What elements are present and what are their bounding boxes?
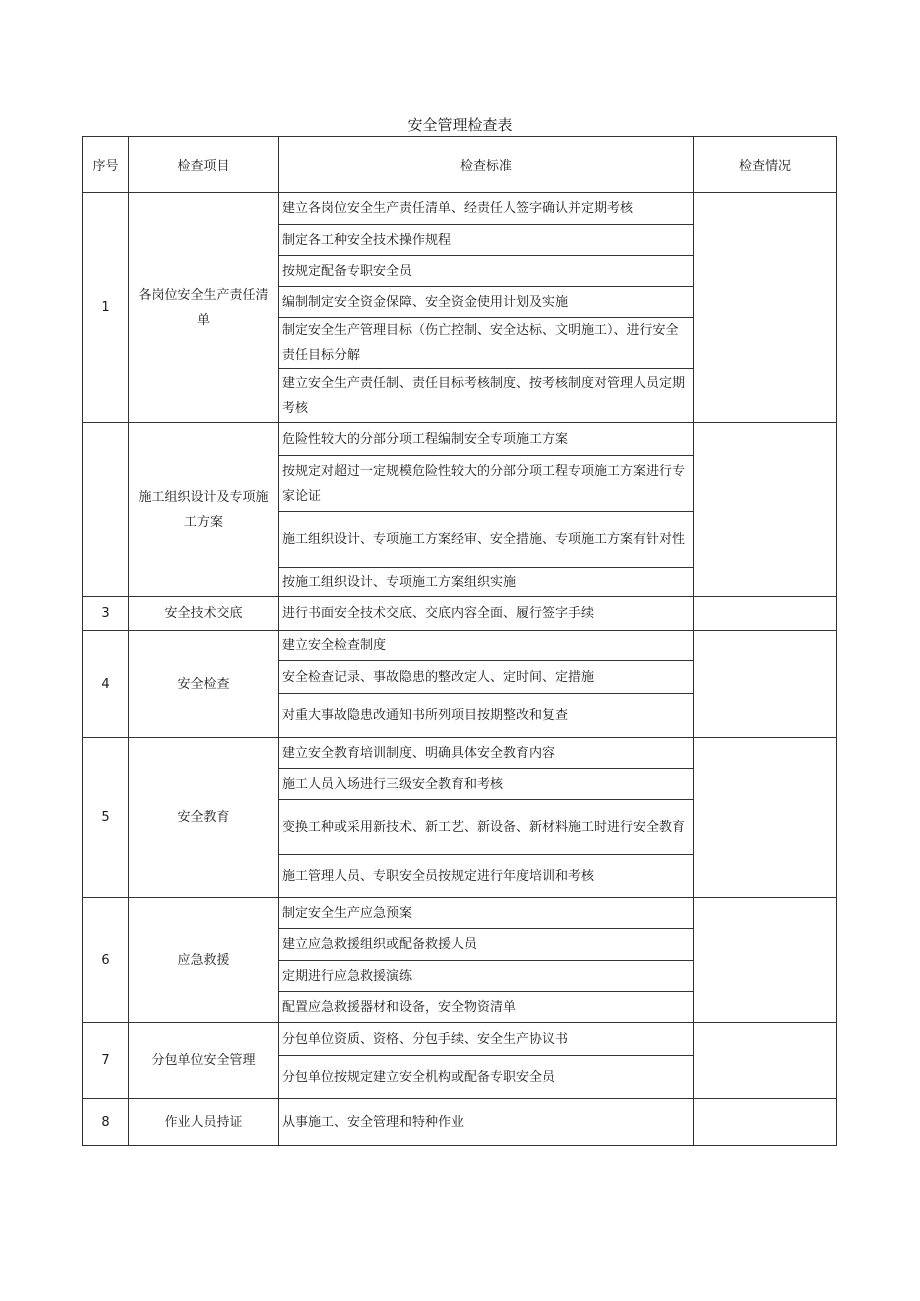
inspection-item: 作业人员持证: [129, 1099, 279, 1146]
inspection-standard: 变换工种或采用新技术、新工艺、新设备、新材料施工时进行安全教育: [279, 800, 694, 855]
row-number: 7: [83, 1023, 129, 1099]
inspection-standard: 按施工组织设计、专项施工方案组织实施: [279, 568, 694, 597]
header-result: 检查情况: [694, 137, 837, 193]
inspection-standard: 建立应急救援组织或配备救援人员: [279, 929, 694, 961]
inspection-standard: 建立各岗位安全生产责任清单、经责任人签字确认并定期考核: [279, 193, 694, 225]
inspection-standard: 配置应急救援器材和设备，安全物资清单: [279, 992, 694, 1023]
table-row: [83, 423, 837, 456]
row-number: 6: [83, 898, 129, 1023]
header-no: 序号: [83, 137, 129, 193]
inspection-standard: 按规定配备专职安全员: [279, 256, 694, 287]
inspection-standard: 编制制定安全资金保障、安全资金使用计划及实施: [279, 287, 694, 318]
row-number: 4: [83, 631, 129, 738]
table-row: [83, 1099, 837, 1146]
inspection-item: 施工组织设计及专项施工方案: [129, 423, 279, 597]
inspection-result-cell[interactable]: [694, 193, 837, 423]
inspection-standard: 按规定对超过一定规模危险性较大的分部分项工程专项施工方案进行专家论证: [279, 456, 694, 512]
inspection-standard: 施工人员入场进行三级安全教育和考核: [279, 769, 694, 800]
inspection-standard: 对重大事故隐患改通知书所列项目按期整改和复查: [279, 694, 694, 738]
inspection-standard: 分包单位按规定建立安全机构或配备专职安全员: [279, 1056, 694, 1099]
inspection-result-cell[interactable]: [694, 898, 837, 1023]
inspection-item: 安全检查: [129, 631, 279, 738]
inspection-result-cell[interactable]: [694, 738, 837, 898]
row-number: [83, 423, 129, 597]
inspection-table: [82, 136, 837, 1146]
table-row: [83, 631, 837, 661]
inspection-item: 应急救援: [129, 898, 279, 1023]
inspection-standard: 制定安全生产应急预案: [279, 898, 694, 929]
inspection-result-cell[interactable]: [694, 1023, 837, 1099]
inspection-standard: 制定安全生产管理目标（伤亡控制、安全达标、文明施工）、进行安全责任目标分解: [279, 318, 694, 369]
inspection-item: 安全技术交底: [129, 597, 279, 631]
inspection-standard: 进行书面安全技术交底、交底内容全面、履行签字手续: [279, 597, 694, 631]
inspection-result-cell[interactable]: [694, 597, 837, 631]
table-row: [83, 597, 837, 631]
inspection-standard: 建立安全教育培训制度、明确具体安全教育内容: [279, 738, 694, 769]
header-standard: 检查标准: [279, 137, 694, 193]
inspection-item: 各岗位安全生产责任清单: [129, 193, 279, 423]
table-row: [83, 1023, 837, 1056]
row-number: 1: [83, 193, 129, 423]
inspection-standard: 制定各工种安全技术操作规程: [279, 225, 694, 256]
page-title: 安全管理检查表: [407, 116, 513, 134]
inspection-standard: 危险性较大的分部分项工程编制安全专项施工方案: [279, 423, 694, 456]
inspection-standard: 建立安全检查制度: [279, 631, 694, 661]
table-row: [83, 738, 837, 769]
inspection-standard: 建立安全生产责任制、责任目标考核制度、按考核制度对管理人员定期考核: [279, 369, 694, 423]
inspection-standard: 分包单位资质、资格、分包手续、安全生产协议书: [279, 1023, 694, 1056]
inspection-result-cell[interactable]: [694, 631, 837, 738]
row-number: 8: [83, 1099, 129, 1146]
row-number: 3: [83, 597, 129, 631]
inspection-item: 安全教育: [129, 738, 279, 898]
row-number: 5: [83, 738, 129, 898]
table-row: [83, 898, 837, 929]
header-row: [83, 137, 837, 193]
table-row: [83, 193, 837, 225]
inspection-result-cell[interactable]: [694, 423, 837, 597]
inspection-item: 分包单位安全管理: [129, 1023, 279, 1099]
inspection-standard: 安全检查记录、事故隐患的整改定人、定时间、定措施: [279, 661, 694, 694]
inspection-result-cell[interactable]: [694, 1099, 837, 1146]
inspection-standard: 定期进行应急救援演练: [279, 961, 694, 992]
inspection-standard: 施工管理人员、专职安全员按规定进行年度培训和考核: [279, 855, 694, 898]
inspection-standard: 从事施工、安全管理和特种作业: [279, 1099, 694, 1146]
inspection-standard: 施工组织设计、专项施工方案经审、安全措施、专项施工方案有针对性: [279, 512, 694, 568]
header-item: 检查项目: [129, 137, 279, 193]
